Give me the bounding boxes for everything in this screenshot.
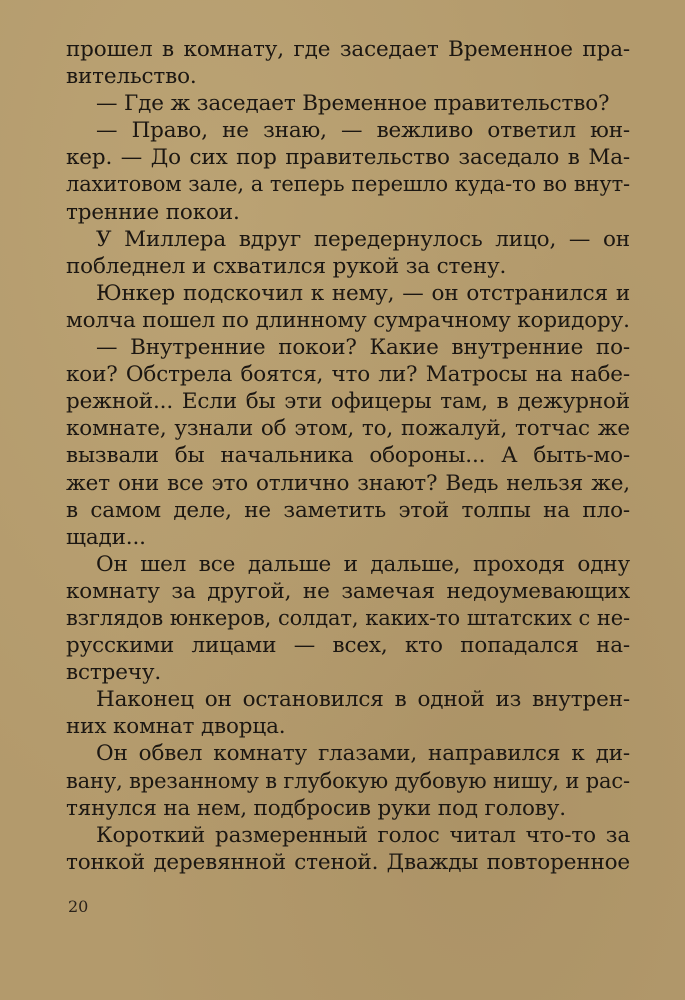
text-line: Юнкер подскочил к нему, — он отстранился и [96,280,630,306]
text-line: прошел в комнату, где заседает Временное пра- [66,37,630,62]
text-line: комнате, узнали об этом, то, пожалуй, тотчас же [66,416,630,442]
body-text [66,36,630,876]
text-line: тянулся на нем, подбросив руки под голову. [66,795,566,821]
text-line: Наконец он остановился в одной из внутрен- [96,687,630,713]
page-number: 20 [68,897,89,916]
text-line: — Где ж заседает Временное правительство? [96,91,610,117]
text-line: Он шел все дальше и дальше, проходя одну [96,551,630,577]
text-line: У Миллера вдруг передернулось лицо, — он [96,226,630,252]
text-line: — Внутренние покои? Какие внутренние по- [96,335,630,361]
text-line: — Право, не знаю, — вежливо ответил юн- [96,118,630,144]
text-line: русскими лицами — всех, кто попадался на- [66,633,630,659]
text-line: взглядов юнкеров, солдат, каких-то штатских с не- [66,605,630,630]
text-line: вану, врезанному в глубокую дубовую нишу, и рас- [66,768,630,793]
text-line: Короткий размеренный голос читал что-то за [96,822,630,848]
text-line: встречу. [66,660,162,686]
text-line: Он обвел комнату глазами, направился к ди- [96,741,630,767]
text-line: в самом деле, не заметить этой толпы на пло- [66,497,630,523]
text-line: тонкой деревянной стеной. Дважды повторенное [66,849,630,875]
text-line: тренние покои. [66,199,240,225]
text-line: лахитовом зале, а теперь перешло куда-то во внут- [66,172,630,197]
text-line: побледнел и схватился рукой за стену. [66,253,507,279]
text-line: кер. — До сих пор правительство заседало в Ма- [66,145,630,171]
text-line: вительство. [66,64,197,90]
text-line: них комнат дворца. [66,714,286,740]
text-line: вызвали бы начальника обороны... А быть-мо- [66,443,630,469]
text-line: щади... [66,524,146,550]
text-line: жет они все это отлично знают? Ведь нельзя же, [66,470,630,496]
text-line: комнату за другой, не замечая недоумевающих [66,578,630,604]
text-line: режной... Если бы эти офицеры там, в дежурной [66,389,630,415]
text-line: молча пошел по длинному сумрачному коридору. [66,307,630,333]
text-line: кои? Обстрела боятся, что ли? Матросы на набе- [66,362,630,388]
